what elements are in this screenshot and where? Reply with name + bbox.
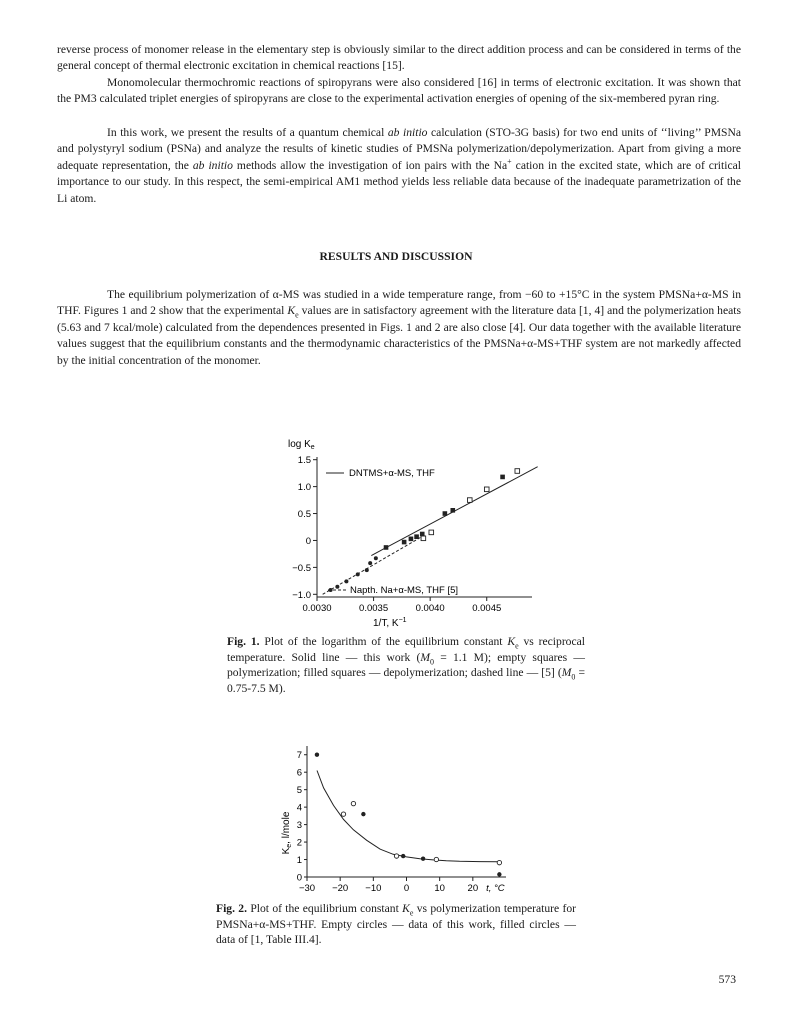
fig2-x-tick-label: −10 (365, 883, 382, 894)
fig1-filled-dot-point (368, 561, 372, 565)
section-heading: RESULTS AND DISCUSSION (319, 250, 473, 263)
fig1-legend-solid: DNTMS+α-MS, THF (349, 468, 435, 479)
fig2-filled-circle-point (421, 856, 425, 860)
fig2-axes (297, 746, 506, 894)
fig1-y-tick-label: 1.0 (297, 482, 311, 494)
fig1-filled-dot-point (365, 568, 369, 572)
fig2-open-circle-point (434, 857, 438, 861)
fig1-open-square-point (484, 487, 489, 492)
fig1-filled-square-point (500, 475, 505, 480)
fig1-y-tick-label: −0.5 (292, 562, 311, 574)
figure-1-caption: Fig. 1. Plot of the logarithm of the equilibrium constant $K_e$ vs reciprocal temperature. Solid line — this work ($M_0 = 1.1$ M); empty squares — polymerization; filled squares — depolymerization; dashed line — [5] ($M_0 = 0.75-7.5$ M). (227, 635, 585, 695)
fig2-x-axis-label: t, °C (486, 883, 505, 894)
fig2-data-points (315, 753, 502, 877)
fig2-filled-circle-point (497, 872, 501, 876)
fig1-filled-square-point (420, 532, 425, 537)
fig1-filled-square-point (402, 540, 407, 545)
fig1-y-axis-label: $\log K_e$ (288, 439, 315, 451)
fig2-y-tick-label: 0 (296, 872, 302, 884)
paragraph-spiropyrans: Monomolecular thermochromic reactions of spiropyrans were also considered [16] in terms of electronic excitation. It was shown that the PM3 calculated triplet energies of spiropyrans are close to the experimental activation energies of opening of the six-membered pyran ring. (57, 76, 741, 106)
fig1-filled-square-point (414, 534, 419, 539)
fig2-x-tick-label: 0 (403, 883, 410, 894)
fig1-filled-dot-point (374, 556, 378, 560)
fig2-filled-circle-point (361, 812, 365, 816)
fig2-y-tick-label: 4 (296, 802, 302, 814)
figure-2-chart (270, 740, 530, 900)
fig1-x-axis-label: 1/T, $K^{-1}$ (373, 617, 407, 629)
fig2-y-axis-label: $K_e$, l/mole (281, 811, 293, 855)
paragraph-results: The equilibrium polymerization of α-MS was studied in a wide temperature range, from −60 to +15°C in the system PMSNa+α-MS in THF. Figures 1 and 2 show that the experimental $K_e$ values are in satisfactory agreement with the literature data [1, 4] and the polymerization heats (5.63 and 7 kcal/mole) calculated from the dependences presented in Figs. 1 and 2 are also close [4]. Our data together with the available literature values suggest that the equilibrium constants and the thermodynamic characteristics of the PMSNa+α-MS+THF system are not markedly affected by the initial concentration of the monomer. (57, 288, 741, 367)
figure-2-caption: Fig. 2. Plot of the equilibrium constant $K_e$ vs polymerization temperature for PMSNa+α-MS+THF. Empty circles — data of this work, filled circles — data of [1, Table III.4]. (216, 902, 577, 947)
fig2-y-tick-label: 6 (296, 767, 302, 779)
fig2-filled-circle-point (315, 753, 319, 757)
fig2-y-tick-label: 7 (296, 750, 302, 762)
fig1-x-tick-label: 0.0045 (472, 603, 502, 614)
fig2-y-tick-label: 2 (296, 837, 302, 849)
fig1-y-tick-label: 0.5 (297, 509, 311, 521)
fig1-filled-dot-point (356, 572, 360, 576)
fig1-x-tick-label: 0.0040 (415, 603, 445, 614)
fig2-y-tick-label: 1 (296, 855, 302, 867)
fig1-open-square-point (467, 498, 472, 503)
fig1-open-square-point (429, 530, 434, 535)
fig1-data-points (329, 469, 520, 592)
fig1-open-square-point (421, 536, 426, 541)
fig1-x-tick-label: 0.0030 (302, 603, 332, 614)
fig1-y-tick-label: 1.5 (297, 455, 311, 467)
paragraph-intro-continuation: reverse process of monomer release in the elementary step is obviously similar to the direct addition process and can be considered in terms of the general concept of thermal electronic excitation in chemical reactions [15]. (57, 43, 741, 73)
fig2-open-circle-point (394, 854, 398, 858)
figure-1-chart (270, 430, 550, 630)
fig1-legend-dashed: Napth. Na+α-MS, THF [5] (350, 585, 459, 596)
fig2-y-tick-label: 5 (296, 785, 302, 797)
fig2-y-tick-label: 3 (296, 820, 302, 832)
fig1-filled-square-point (443, 511, 448, 516)
fig1-filled-dot-point (335, 585, 339, 589)
fig2-x-tick-label: −30 (298, 883, 316, 894)
fig1-x-tick-label: 0.0035 (359, 603, 389, 614)
fig1-open-square-point (515, 469, 520, 474)
fig1-filled-dot-point (344, 579, 348, 583)
paragraph-this-work: In this work, we present the results of a quantum chemical ab initio calculation (STO-3G basis) for two end units of ‘‘living’’ PMSNa and polystyryl sodium (PSNa) and analyze the results of kinetic studies of PMSNa polymerization/depolymerization. Apart from giving a more adequate representation, the ab initio methods allow the investigation of ion pairs with the Na+ cation in the excited state, which are of critical importance to our study. In this respect, the semi-empirical AM1 method yields less reliable data because of the inadequate parametrization of the Li atom. (57, 126, 741, 205)
fig2-filled-circle-point (401, 854, 405, 858)
fig2-x-tick-label: 20 (467, 883, 479, 894)
fig1-y-tick-label: 0 (305, 535, 311, 547)
fig1-filled-square-point (450, 508, 455, 513)
fig1-filled-square-point (384, 545, 389, 550)
fig2-open-circle-point (351, 801, 355, 805)
fig2-open-circle-point (341, 812, 345, 816)
fig2-open-circle-point (497, 860, 501, 864)
fig2-x-tick-label: −20 (332, 883, 349, 894)
fig1-filled-square-point (409, 537, 414, 542)
page-number: 573 (718, 973, 736, 986)
fig2-x-tick-label: 10 (434, 883, 445, 894)
fig1-y-tick-label: −1.0 (292, 589, 311, 601)
